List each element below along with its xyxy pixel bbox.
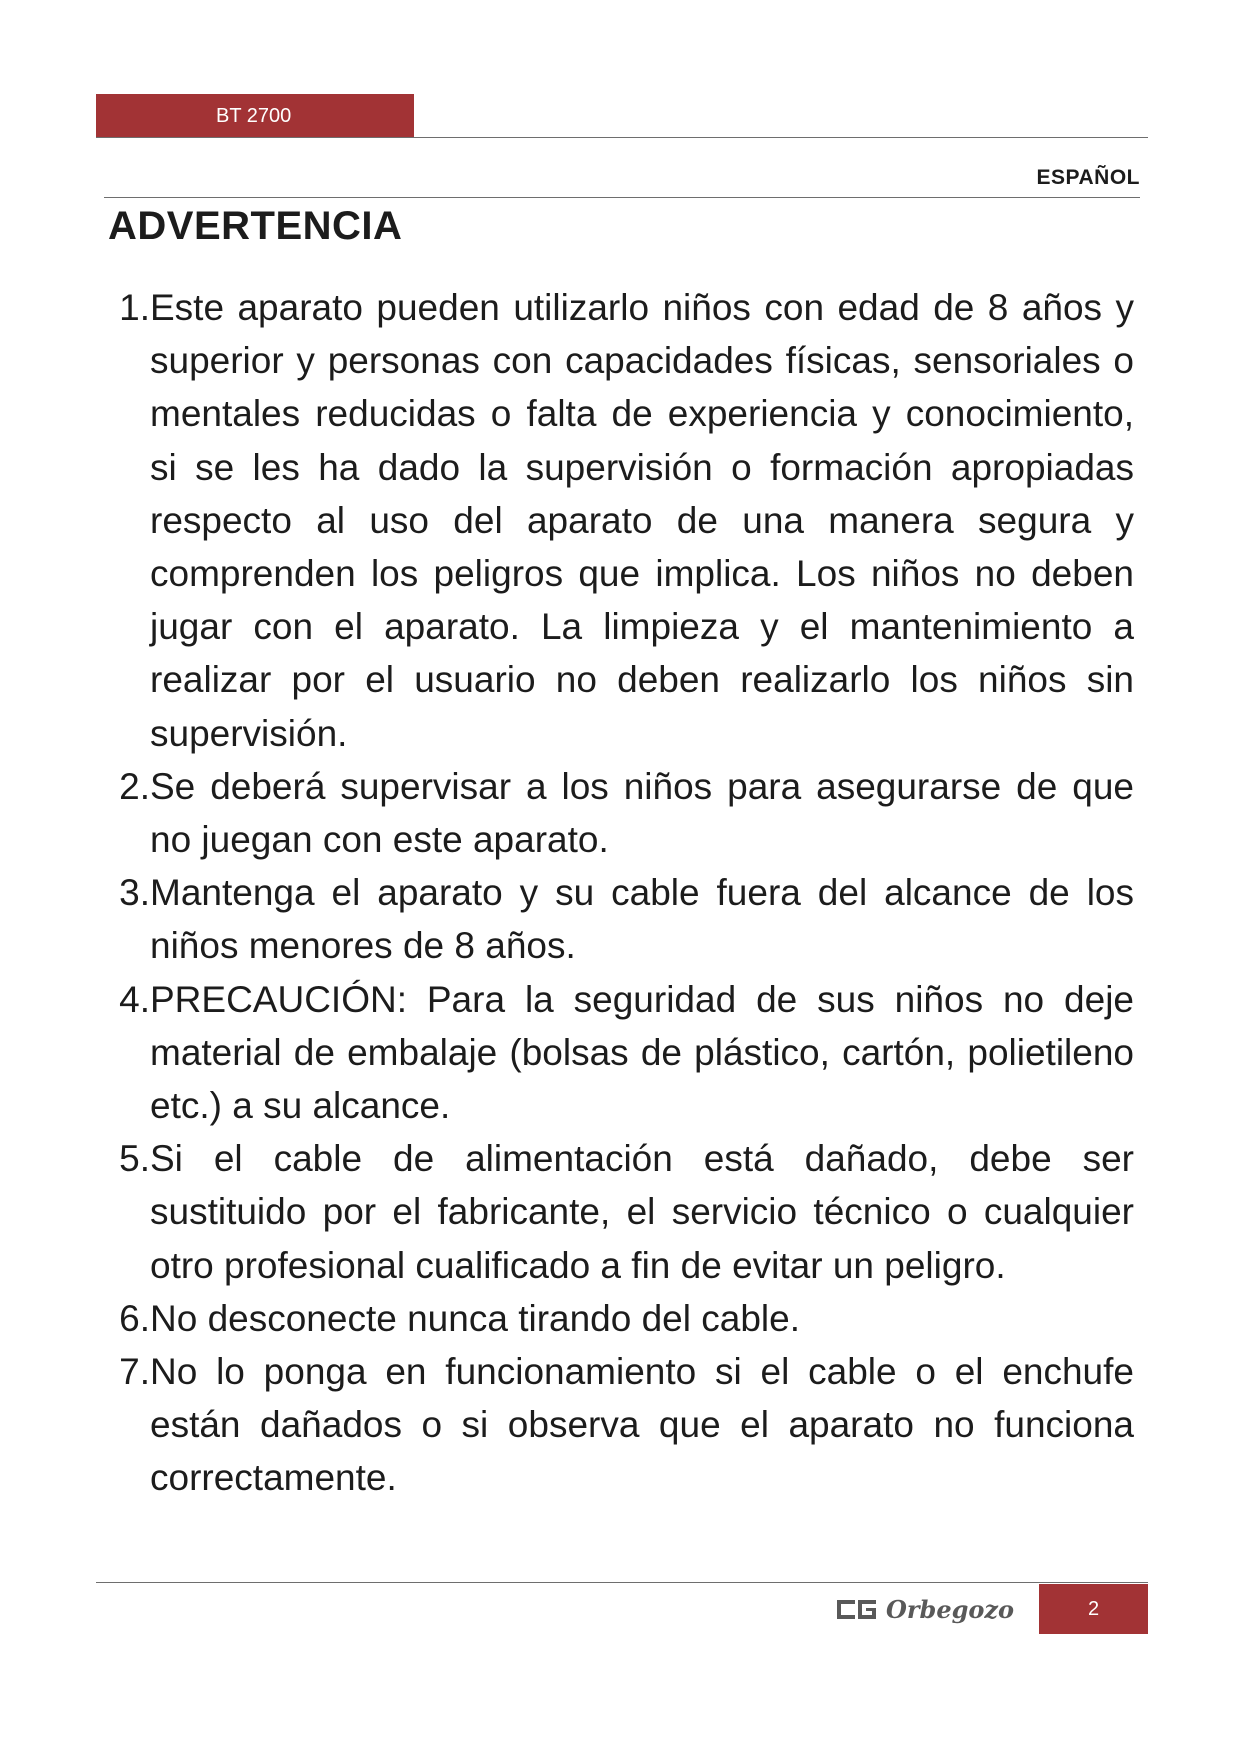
- cg-emblem-icon: [837, 1600, 876, 1619]
- warning-item: [110, 973, 1134, 1133]
- page-number-box: [1039, 1584, 1148, 1634]
- brand-logo: [836, 1589, 1026, 1629]
- warning-number: 1.: [119, 287, 150, 328]
- warning-item: [110, 1132, 1134, 1292]
- warning-number: 2.: [119, 765, 150, 807]
- warning-text: Se deberá supervisar a los niños para asegurarse de que no juegan con este aparato.: [150, 765, 1134, 861]
- page-title: ADVERTENCIA: [108, 204, 403, 248]
- warning-text: Este aparato pueden utilizarlo niños con edad de 8 años y superior y personas con capacidades físicas, sensoriales o mentales reducidas o falta de experiencia y conocimiento, si se les ha dado la supervisión o formación apropiadas respecto al uso del aparato de una manera segura y comprenden los peligros que implica. Los niños no deben jugar con el aparato. La limpieza y el mantenimiento a realizar por el usuario no deben realizarlo los niños sin supervisión.: [150, 287, 1134, 754]
- warning-item: [110, 866, 1134, 972]
- warning-item: [110, 1292, 1134, 1345]
- brand-wordmark: Orbegozo: [886, 1595, 1015, 1624]
- model-label: BT 2700: [216, 105, 292, 127]
- warning-number: 3.: [119, 872, 150, 914]
- warning-number: 6.: [119, 1297, 150, 1339]
- language-label: ESPAÑOL: [1036, 166, 1140, 189]
- model-tab: [96, 94, 414, 138]
- warning-text: No lo ponga en funcionamiento si el cable o el enchufe están dañados o si observa que el aparato no funciona correctamente.: [150, 1351, 1134, 1499]
- warning-text: No desconecte nunca tirando del cable.: [150, 1297, 800, 1339]
- warning-number: 7.: [119, 1351, 150, 1393]
- warning-number: 5.: [119, 1138, 150, 1180]
- page-number: 2: [1087, 1598, 1100, 1620]
- warning-text: Mantenga el aparato y su cable fuera del alcance de los niños menores de 8 años.: [150, 872, 1134, 967]
- header-divider: [96, 137, 1148, 138]
- language-divider: [104, 197, 1140, 198]
- warning-text: Si el cable de alimentación está dañado, debe ser sustituido por el fabricante, el servicio técnico o cualquier otro profesional cualificado a fin de evitar un peligro.: [150, 1138, 1134, 1286]
- warning-item: [110, 281, 1134, 760]
- warning-item: [110, 760, 1134, 866]
- warning-text: PRECAUCIÓN: Para la seguridad de sus niños no deje material de embalaje (bolsas de plástico, cartón, polietileno etc.) a su alcance.: [150, 978, 1134, 1127]
- warning-number: 4.: [119, 978, 150, 1020]
- warning-list: [110, 281, 1134, 1505]
- footer-divider: [96, 1582, 1148, 1583]
- warning-item: [110, 1345, 1134, 1505]
